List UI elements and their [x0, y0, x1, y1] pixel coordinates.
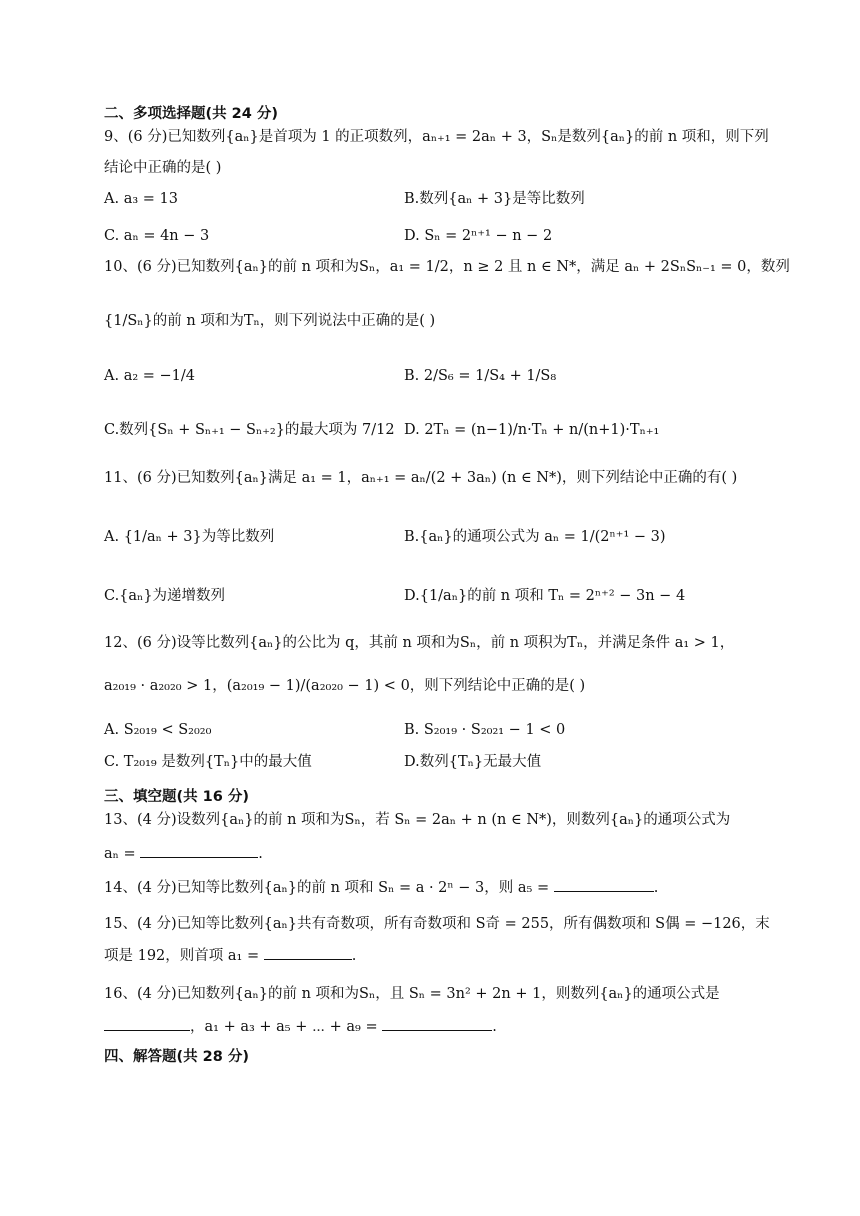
q12-option-a: A. S₂₀₁₉ < S₂₀₂₀ [104, 722, 212, 738]
q14-line [104, 877, 658, 899]
q15-stem-line2: 项是 192，则首项 a₁ = [104, 948, 260, 964]
q15-answer-line [104, 945, 356, 967]
q13-answer-blank[interactable] [140, 843, 258, 858]
q9-stem-line1: 9、(6 分)已知数列{aₙ}是首项为 1 的正项数列，aₙ₊₁ = 2aₙ + 3，Sₙ是数列{aₙ}的前 n 项和，则下列 [104, 129, 769, 145]
section-answer-heading: 四、解答题(共 28 分) [104, 1049, 250, 1065]
q10-stem-line1: 10、(6 分)已知数列{aₙ}的前 n 项和为Sₙ，a₁ = 1/2，n ≥ 2 且 n ∈ N*，满足 aₙ + 2SₙSₙ₋₁ = 0，数列 [104, 259, 790, 275]
q10-option-a: A. a₂ = −1/4 [104, 368, 196, 384]
q16-answer-suffix: . [492, 1019, 497, 1035]
q16-answer-line [104, 1016, 497, 1038]
q13-stem-line1: 13、(4 分)设数列{aₙ}的前 n 项和为Sₙ，若 Sₙ = 2aₙ + n (n ∈ N*)，则数列{aₙ}的通项公式为 [104, 812, 731, 828]
q13-answer-prefix: aₙ = [104, 846, 136, 862]
q10-option-d: D. 2Tₙ = (n−1)/n·Tₙ + n/(n+1)·Tₙ₊₁ [404, 422, 660, 438]
q13-answer-line [104, 843, 263, 865]
q12-stem-line2: a₂₀₁₉ · a₂₀₂₀ > 1，(a₂₀₁₉ − 1)/(a₂₀₂₀ − 1) < 0，则下列结论中正确的是( ) [104, 678, 586, 694]
q15-answer-blank[interactable] [264, 945, 352, 960]
q9-option-b: B.数列{aₙ + 3}是等比数列 [404, 191, 585, 207]
q9-option-c: C. aₙ = 4n − 3 [104, 228, 210, 244]
q14-answer-suffix: . [653, 880, 659, 896]
q16-stem-line1: 16、(4 分)已知数列{aₙ}的前 n 项和为Sₙ，且 Sₙ = 3n² + 2n + 1，则数列{aₙ}的通项公式是 [104, 986, 720, 1002]
q12-option-c: C. T₂₀₁₉ 是数列{Tₙ}中的最大值 [104, 754, 312, 770]
q9-option-a: A. a₃ = 13 [104, 191, 178, 207]
q14-stem: 14、(4 分)已知等比数列{aₙ}的前 n 项和 Sₙ = a · 2ⁿ − 3，则 a₅ = [104, 880, 550, 896]
q11-option-d: D.{1/aₙ}的前 n 项和 Tₙ = 2ⁿ⁺² − 3n − 4 [404, 588, 686, 604]
q12-option-b: B. S₂₀₁₉ · S₂₀₂₁ − 1 < 0 [404, 722, 566, 738]
q13-answer-suffix: . [258, 846, 263, 862]
q15-answer-suffix: . [351, 948, 357, 964]
q11-option-c: C.{aₙ}为递增数列 [104, 588, 226, 604]
q14-answer-blank[interactable] [554, 877, 654, 892]
q11-stem-line1: 11、(6 分)已知数列{aₙ}满足 a₁ = 1，aₙ₊₁ = aₙ/(2 + 3aₙ) (n ∈ N*)，则下列结论中正确的有( ) [104, 470, 738, 486]
q11-option-a: A. {1/aₙ + 3}为等比数列 [104, 529, 275, 545]
q10-stem-line2: {1/Sₙ}的前 n 项和为Tₙ，则下列说法中正确的是( ) [104, 313, 436, 329]
q16-answer-middle: ，a₁ + a₃ + a₅ + ⋯ + a₉ = [190, 1019, 378, 1035]
q9-option-d: D. Sₙ = 2ⁿ⁺¹ − n − 2 [404, 228, 553, 244]
q16-answer-blank-2[interactable] [382, 1016, 492, 1031]
section-multi-choice-heading: 二、多项选择题(共 24 分) [104, 106, 279, 122]
q12-option-d: D.数列{Tₙ}无最大值 [404, 754, 542, 770]
q10-option-c: C.数列{Sₙ + Sₙ₊₁ − Sₙ₊₂}的最大项为 7/12 [104, 422, 395, 438]
q11-option-b: B.{aₙ}的通项公式为 aₙ = 1/(2ⁿ⁺¹ − 3) [404, 529, 666, 545]
section-fill-heading: 三、填空题(共 16 分) [104, 789, 250, 805]
q16-answer-blank-1[interactable] [104, 1016, 190, 1031]
q15-stem-line1: 15、(4 分)已知等比数列{aₙ}共有奇数项，所有奇数项和 S奇 = 255，所有偶数项和 S偶 = −126，末 [104, 916, 770, 932]
q12-stem-line1: 12、(6 分)设等比数列{aₙ}的公比为 q，其前 n 项和为Sₙ，前 n 项积为Tₙ，并满足条件 a₁ > 1， [104, 635, 735, 651]
q10-option-b: B. 2/S₆ = 1/S₄ + 1/S₈ [404, 368, 557, 384]
q9-stem-line2: 结论中正确的是( ) [104, 160, 222, 176]
